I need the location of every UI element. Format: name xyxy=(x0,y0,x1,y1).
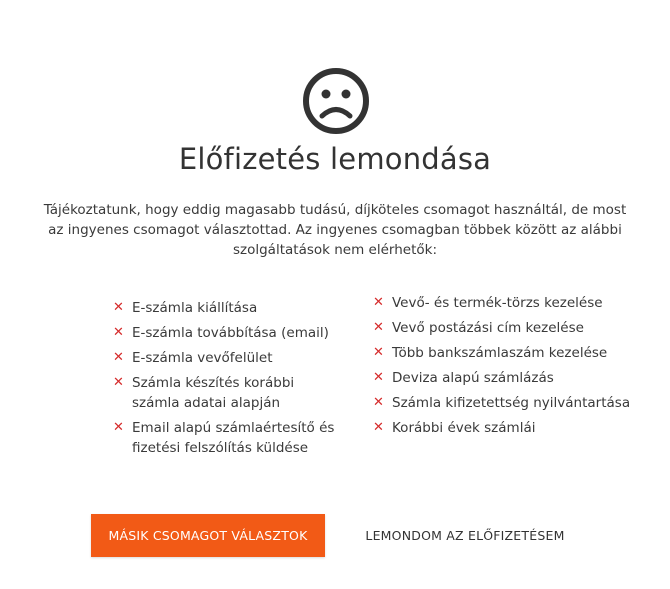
cancel-subscription-button[interactable]: LEMONDOM AZ ELŐFIZETÉSEM xyxy=(350,514,580,557)
x-mark-icon: ✕ xyxy=(113,375,124,390)
x-mark-icon: ✕ xyxy=(373,395,384,410)
feature-label: Számla kifizetettség nyilvántartása xyxy=(392,395,631,411)
list-item xyxy=(373,418,633,438)
list-item xyxy=(113,298,338,318)
sad-face-icon xyxy=(302,67,370,135)
list-item xyxy=(373,368,633,388)
x-mark-icon: ✕ xyxy=(113,300,124,315)
intro-text: Tájékoztatunk, hogy eddig magasabb tudású, díjköteles csomagot használtál, de most az ingyenes csomagot választottad. Az ingyenes csomagban többek között az alábbi szolgáltatások nem elérhetők: xyxy=(43,202,627,258)
choose-other-package-button[interactable]: MÁSIK CSOMAGOT VÁLASZTOK xyxy=(91,514,325,557)
x-mark-icon: ✕ xyxy=(373,370,384,385)
feature-label: Email alapú számlaértesítő és fizetési felszólítás küldése xyxy=(132,420,335,456)
feature-label: Deviza alapú számlázás xyxy=(392,370,554,386)
list-item xyxy=(373,318,633,338)
feature-label: Vevő postázási cím kezelése xyxy=(392,320,584,336)
feature-label: Több bankszámlaszám kezelése xyxy=(392,345,608,361)
page-title: Előfizetés lemondása xyxy=(178,142,492,176)
unavailable-features-left xyxy=(113,298,338,463)
feature-label: Korábbi évek számlái xyxy=(392,420,536,436)
list-item xyxy=(373,293,633,313)
feature-label: E-számla vevőfelület xyxy=(132,350,273,366)
list-item xyxy=(113,418,338,458)
x-mark-icon: ✕ xyxy=(373,295,384,310)
list-item xyxy=(373,393,633,413)
x-mark-icon: ✕ xyxy=(373,345,384,360)
x-mark-icon: ✕ xyxy=(113,420,124,435)
feature-label: E-számla továbbítása (email) xyxy=(132,325,329,341)
x-mark-icon: ✕ xyxy=(373,320,384,335)
x-mark-icon: ✕ xyxy=(113,350,124,365)
feature-label: E-számla kiállítása xyxy=(132,300,258,316)
feature-label: Vevő- és termék-törzs kezelése xyxy=(392,295,603,311)
list-item xyxy=(113,348,338,368)
unavailable-features-right xyxy=(373,293,633,443)
x-mark-icon: ✕ xyxy=(113,325,124,340)
list-item xyxy=(373,343,633,363)
feature-label: Számla készítés korábbi számla adatai alapján xyxy=(132,375,295,411)
x-mark-icon: ✕ xyxy=(373,420,384,435)
list-item xyxy=(113,323,338,343)
list-item xyxy=(113,373,338,413)
